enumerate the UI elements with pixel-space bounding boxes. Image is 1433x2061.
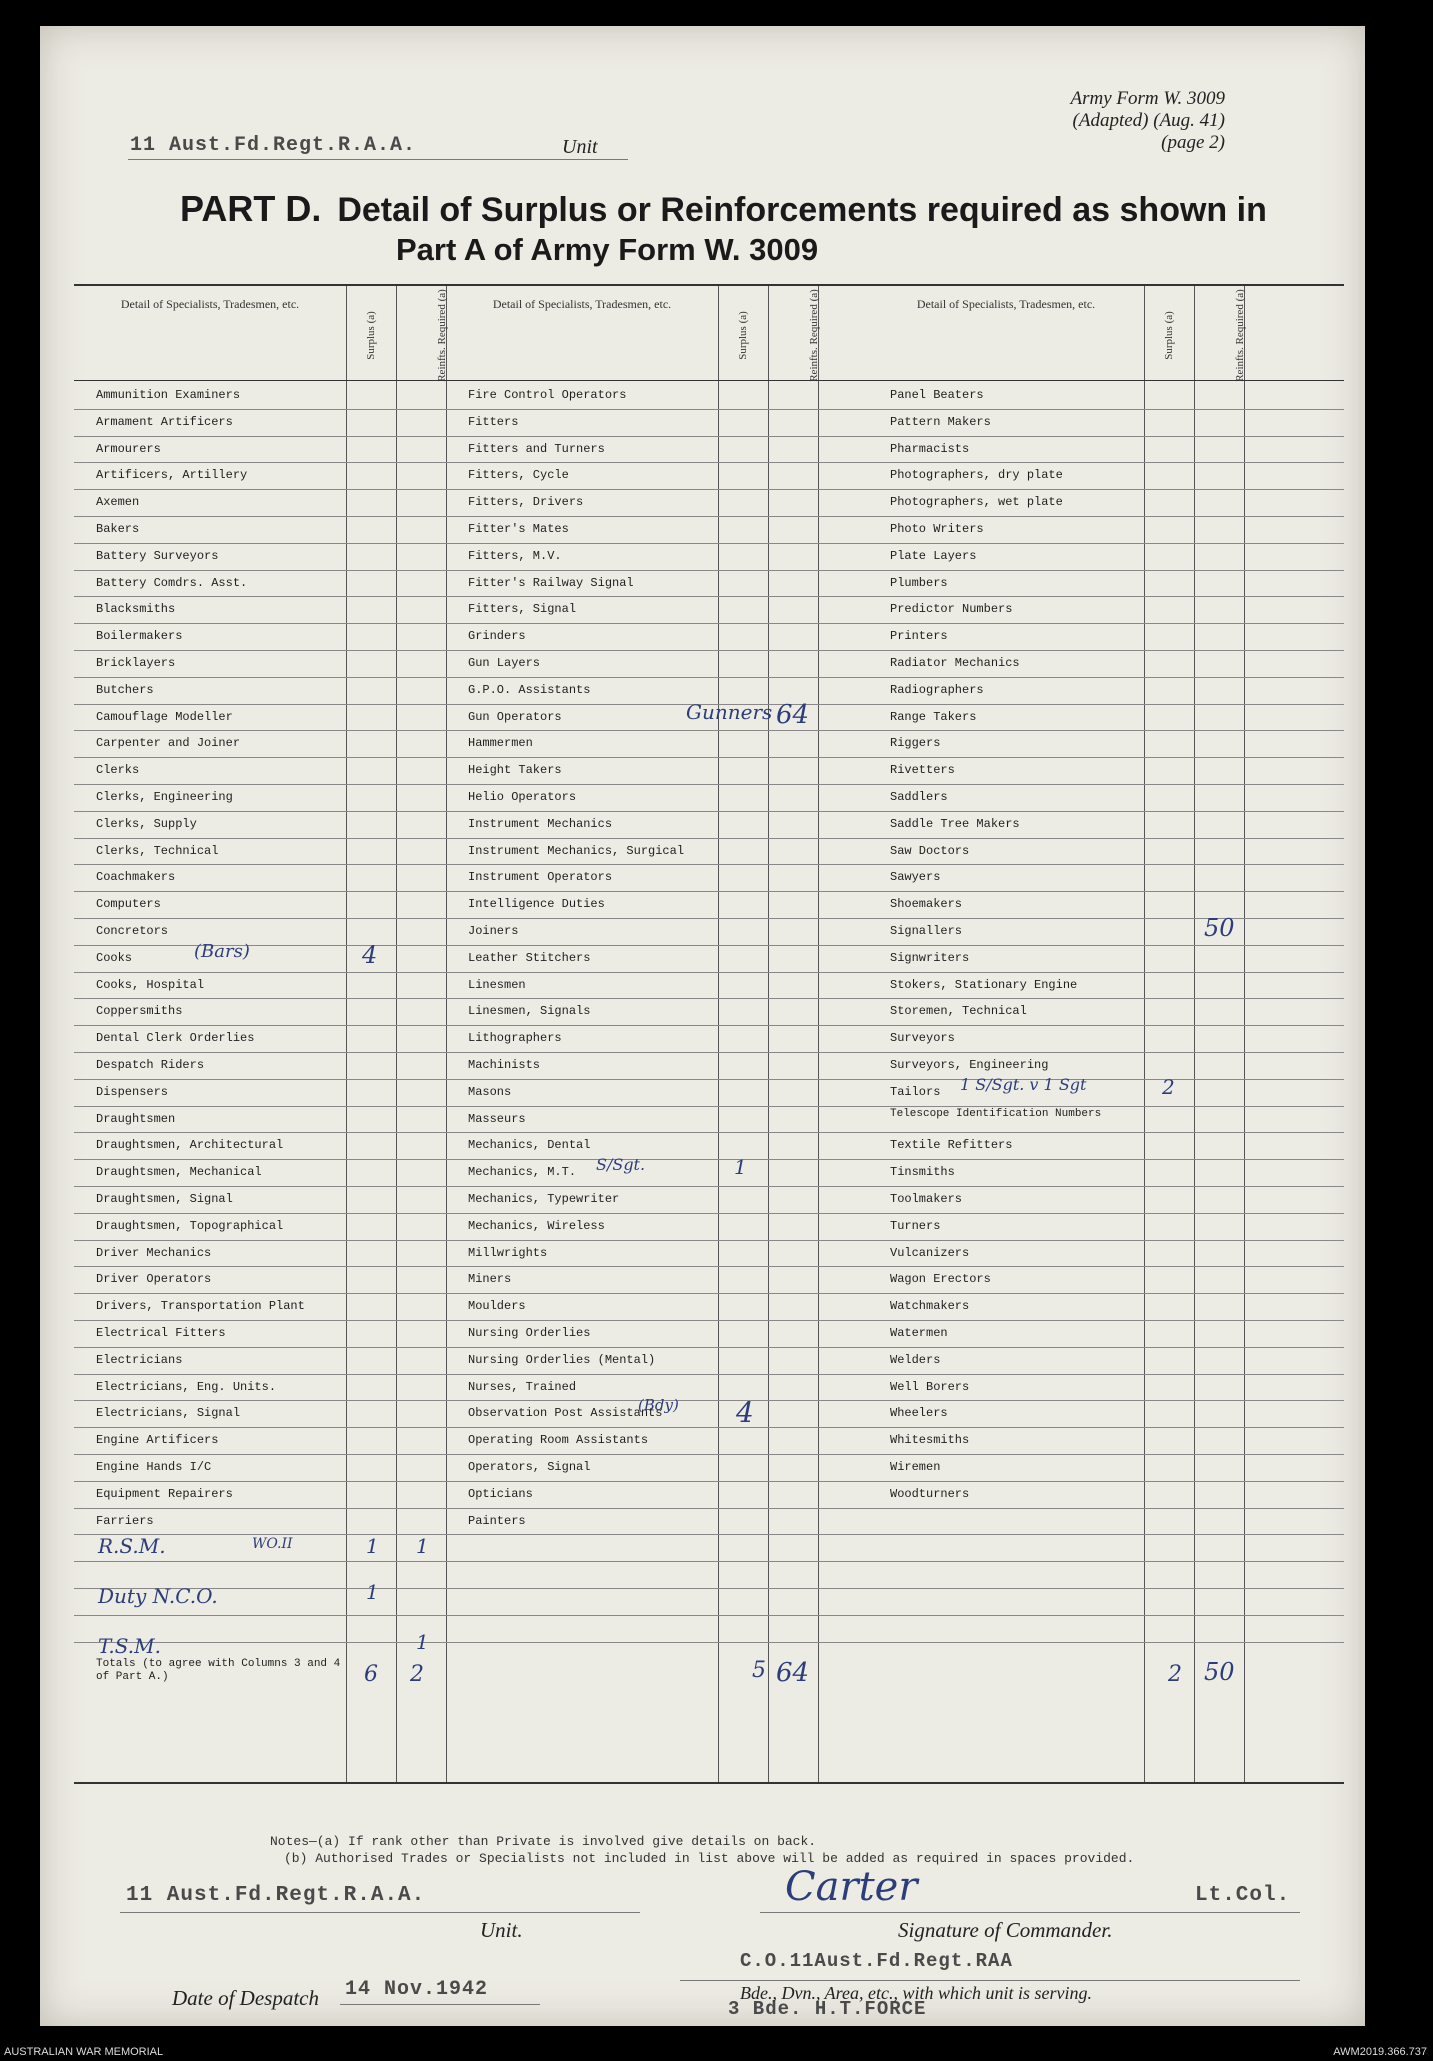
table-row-label: Textile Refitters bbox=[890, 1138, 1013, 1153]
unit-label-top: Unit bbox=[562, 136, 598, 158]
note-a: Notes—(a) If rank other than Private is involved give details on back. bbox=[270, 1834, 817, 1849]
table-row-label: Fitter's Railway Signal bbox=[468, 575, 634, 590]
table-row-label: Riggers bbox=[890, 736, 941, 751]
table-row-label: Signwriters bbox=[890, 950, 970, 965]
specialists-table bbox=[74, 284, 1344, 1784]
table-row-label: Welders bbox=[890, 1352, 941, 1367]
title-line-1 bbox=[180, 188, 1267, 230]
table-row-label: Watermen bbox=[890, 1326, 948, 1340]
hw-obs-note: (Bdy) bbox=[638, 1396, 679, 1415]
table-row-label: Armament Artificers bbox=[96, 414, 233, 429]
table-row-label: Draughtsmen, Signal bbox=[96, 1192, 233, 1206]
form-sheet bbox=[40, 26, 1365, 2026]
table-row-rule bbox=[74, 1615, 1344, 1616]
table-row-label: Radiographers bbox=[890, 682, 984, 697]
total-col1-surplus: 6 bbox=[364, 1661, 378, 1687]
hw-tailors-surplus: 2 bbox=[1162, 1074, 1175, 1099]
table-row-rule bbox=[74, 489, 1344, 490]
table-row-label: Artificers, Artillery bbox=[96, 468, 248, 483]
hw-extra1-surplus: 1 bbox=[366, 1534, 379, 1559]
table-row-rule bbox=[74, 1240, 1344, 1241]
bde-typed: 3 Bde. H.T.FORCE bbox=[728, 1998, 927, 2020]
table-row-label: Coppersmiths bbox=[96, 1004, 183, 1019]
table-row-label: Carpenter and Joiner bbox=[96, 736, 241, 751]
commander-signature: Carter bbox=[785, 1864, 918, 1910]
table-row-label: Hammermen bbox=[468, 736, 533, 751]
table-column-rule bbox=[818, 286, 819, 1782]
total-col3-surplus: 2 bbox=[1168, 1661, 1182, 1687]
header-surplus-cell bbox=[346, 296, 396, 376]
table-row-label: Engine Artificers bbox=[96, 1433, 219, 1448]
table-row-label: Boilermakers bbox=[96, 629, 183, 644]
table-row-rule bbox=[74, 1079, 1344, 1080]
hw-obs-surplus: 4 bbox=[736, 1396, 754, 1430]
table-column-rule bbox=[396, 286, 397, 1782]
table-row-rule bbox=[74, 516, 1344, 517]
table-row-rule bbox=[74, 1186, 1344, 1187]
table-row-label: Saddle Tree Makers bbox=[890, 816, 1020, 831]
table-row-label: Joiners bbox=[468, 924, 519, 938]
signature-rule bbox=[760, 1912, 1300, 1913]
header-detail: Detail of Specialists, Tradesmen, etc. bbox=[120, 297, 300, 311]
table-row-label: Pattern Makers bbox=[890, 414, 991, 429]
table-row-label: Printers bbox=[890, 629, 948, 644]
hw-cooks-note: (Bars) bbox=[194, 940, 250, 962]
table-row-label: Clerks bbox=[96, 763, 140, 778]
table-row-label: Mechanics, Typewriter bbox=[468, 1192, 620, 1206]
table-row-label: Intelligence Duties bbox=[468, 897, 605, 912]
table-row-label: Wheelers bbox=[890, 1406, 948, 1421]
table-row-rule bbox=[74, 730, 1344, 731]
totals-label: Totals (to agree with Columns 3 and 4 of Part A.) bbox=[96, 1657, 341, 1683]
header-surplus: Surplus (a) bbox=[364, 311, 377, 360]
table-row-rule bbox=[74, 918, 1344, 919]
header-detail: Detail of Specialists, Tradesmen, etc. bbox=[916, 297, 1096, 311]
table-row-label: Nursing Orderlies bbox=[468, 1326, 591, 1340]
table-row-rule bbox=[74, 998, 1344, 999]
table-row-label: Despatch Riders bbox=[96, 1058, 205, 1072]
table-row-label: Leather Stitchers bbox=[468, 950, 591, 965]
table-row-label: Plumbers bbox=[890, 575, 948, 590]
table-row-rule bbox=[74, 1106, 1344, 1107]
table-row-label: Electricians bbox=[96, 1352, 183, 1367]
table-row-label: Observation Post Assistants bbox=[468, 1406, 663, 1421]
table-row-label: Saddlers bbox=[890, 790, 948, 804]
table-row-label: Coachmakers bbox=[96, 870, 176, 885]
table-row-rule bbox=[74, 1320, 1344, 1321]
table-row-label: Machinists bbox=[468, 1058, 541, 1072]
table-row-label: Clerks, Supply bbox=[96, 816, 197, 831]
table-row-rule bbox=[74, 1374, 1344, 1375]
table-row-label: Watchmakers bbox=[890, 1299, 970, 1314]
date-rule bbox=[340, 2004, 540, 2005]
table-row-label: Nurses, Trained bbox=[468, 1379, 577, 1394]
table-row-label: Wagon Erectors bbox=[890, 1272, 991, 1287]
table-row-rule bbox=[74, 570, 1344, 571]
hw-extra3-label: T.S.M. bbox=[98, 1633, 161, 1658]
table-row-rule bbox=[74, 1347, 1344, 1348]
table-row-label: Electricians, Eng. Units. bbox=[96, 1379, 277, 1394]
table-row-label: Blacksmiths bbox=[96, 602, 176, 617]
unit-rule bbox=[128, 159, 628, 160]
table-column-rule bbox=[768, 286, 769, 1782]
table-row-label: Height Takers bbox=[468, 763, 562, 778]
table-row-label: Fitters, M.V. bbox=[468, 548, 562, 563]
table-row-label: Linesmen bbox=[468, 977, 526, 992]
table-column-rule bbox=[1244, 286, 1245, 1782]
table-row-label: Storemen, Technical bbox=[890, 1004, 1027, 1019]
table-row-label: Helio Operators bbox=[468, 790, 577, 804]
total-col1-reinf: 2 bbox=[410, 1661, 424, 1687]
notes bbox=[270, 1833, 1134, 1867]
hw-mech-note: S/Sgt. bbox=[596, 1155, 646, 1175]
hw-signallers-reinf: 50 bbox=[1204, 914, 1235, 942]
table-row-label: Dental Clerk Orderlies bbox=[96, 1031, 255, 1046]
form-page: (page 2) bbox=[1161, 132, 1225, 153]
table-row-label: Fitters bbox=[468, 414, 519, 429]
table-row-label: Vulcanizers bbox=[890, 1245, 970, 1260]
table-row-label: Moulders bbox=[468, 1299, 526, 1314]
table-row-label: Camouflage Modeller bbox=[96, 709, 233, 724]
date-label: Date of Despatch bbox=[172, 1986, 319, 2010]
table-row-rule bbox=[74, 1454, 1344, 1455]
table-row-rule bbox=[74, 677, 1344, 678]
header-reinfts: Reinfts. Required (a) bbox=[1233, 289, 1246, 382]
table-column-rule bbox=[1194, 286, 1195, 1782]
hw-tailors-note: 1 S/Sgt. v 1 Sgt bbox=[960, 1074, 1087, 1094]
table-row-label: Instrument Operators bbox=[468, 870, 613, 885]
table-row-label: Drivers, Transportation Plant bbox=[96, 1299, 305, 1314]
table-row-rule bbox=[74, 462, 1344, 463]
header-reinfts-cell bbox=[768, 289, 820, 382]
commander-rank: Lt.Col. bbox=[1195, 1884, 1291, 1907]
unit-footer-label: Unit. bbox=[480, 1918, 523, 1942]
table-row-label: Cooks bbox=[96, 950, 133, 965]
header-reinfts: Reinfts. Required (a) bbox=[435, 289, 448, 382]
table-row-rule bbox=[74, 543, 1344, 544]
table-row-rule bbox=[74, 1266, 1344, 1267]
table-row-rule bbox=[74, 650, 1344, 651]
table-row-rule bbox=[74, 1561, 1344, 1562]
date-typed: 14 Nov.1942 bbox=[345, 1978, 489, 2001]
header-surplus: Surplus (a) bbox=[736, 311, 749, 360]
header-rule bbox=[74, 380, 1344, 381]
table-row-label: Mechanics, Dental bbox=[468, 1138, 591, 1153]
table-row-label: Pharmacists bbox=[890, 441, 970, 456]
table-row-rule bbox=[74, 1025, 1344, 1026]
table-row-label: Clerks, Technical bbox=[96, 843, 219, 858]
table-row-label: Farriers bbox=[96, 1513, 154, 1528]
table-row-label: Woodturners bbox=[890, 1486, 970, 1501]
table-row-label: Grinders bbox=[468, 629, 526, 644]
table-row-rule bbox=[74, 409, 1344, 410]
table-row-label: Battery Surveyors bbox=[96, 548, 219, 563]
table-column-rule bbox=[1144, 286, 1145, 1782]
table-row-label: Masons bbox=[468, 1084, 512, 1099]
hw-extra1-reinf: 1 bbox=[416, 1534, 429, 1559]
table-column-rule bbox=[346, 286, 347, 1782]
table-row-label: Draughtsmen, Topographical bbox=[96, 1218, 284, 1233]
table-row-rule bbox=[74, 596, 1344, 597]
table-row-label: Axemen bbox=[96, 495, 140, 510]
table-row-label: Operating Room Assistants bbox=[468, 1433, 649, 1448]
table-row-label: Bricklayers bbox=[96, 656, 176, 670]
table-row-label: Well Borers bbox=[890, 1379, 970, 1394]
table-row-label: Armourers bbox=[96, 441, 161, 456]
archive-id: AWM2019.366.737 bbox=[1333, 2046, 1427, 2058]
table-row-label: Fitters and Turners bbox=[468, 441, 605, 456]
signature-label: Signature of Commander. bbox=[898, 1918, 1113, 1942]
table-row-rule bbox=[74, 1588, 1344, 1589]
total-col3-reinf: 50 bbox=[1204, 1657, 1235, 1686]
table-row-label: Plate Layers bbox=[890, 548, 977, 563]
unit-typed-top: 11 Aust.Fd.Regt.R.A.A. bbox=[130, 134, 417, 157]
table-row-label: Fitters, Signal bbox=[468, 602, 577, 617]
hw-extra1-note: WO.II bbox=[252, 1536, 293, 1553]
table-row-rule bbox=[74, 864, 1344, 865]
table-row-label: Clerks, Engineering bbox=[96, 790, 233, 804]
table-row-label: Mechanics, M.T. bbox=[468, 1165, 577, 1180]
table-row-label: Engine Hands I/C bbox=[96, 1460, 212, 1474]
table-row-rule bbox=[74, 838, 1344, 839]
table-row-label: Fitters, Drivers bbox=[468, 495, 584, 510]
header-reinfts-cell bbox=[396, 289, 448, 382]
table-row-label: Millwrights bbox=[468, 1245, 548, 1260]
hw-gunners: Gunners bbox=[686, 699, 773, 724]
table-row-label: Rivetters bbox=[890, 763, 955, 778]
table-row-label: Linesmen, Signals bbox=[468, 1004, 591, 1019]
table-row-label: Lithographers bbox=[468, 1031, 562, 1046]
hw-extra2-surplus: 1 bbox=[366, 1580, 379, 1604]
table-row-label: Computers bbox=[96, 897, 161, 912]
table-row-rule bbox=[74, 1213, 1344, 1214]
table-row-label: Driver Mechanics bbox=[96, 1245, 212, 1260]
form-adapted: (Adapted) (Aug. 41) bbox=[1072, 110, 1225, 131]
table-row-label: Equipment Repairers bbox=[96, 1486, 233, 1501]
hw-extra2-label: Duty N.C.O. bbox=[98, 1584, 218, 1608]
header-surplus: Surplus (a) bbox=[1162, 311, 1175, 360]
table-row-label: Surveyors bbox=[890, 1031, 955, 1046]
hw-gunners-reinf: 64 bbox=[776, 699, 810, 730]
table-row-label: Predictor Numbers bbox=[890, 602, 1013, 617]
table-row-rule bbox=[74, 945, 1344, 946]
title-line-2: Part A of Army Form W. 3009 bbox=[396, 232, 819, 267]
table-row-label: Fire Control Operators bbox=[468, 388, 627, 402]
total-col2-reinf: 64 bbox=[776, 1657, 810, 1688]
table-row-label: Draughtsmen bbox=[96, 1111, 176, 1126]
table-row-label: Instrument Mechanics bbox=[468, 816, 613, 831]
table-row-label: Painters bbox=[468, 1513, 526, 1528]
header-detail: Detail of Specialists, Tradesmen, etc. bbox=[492, 297, 672, 311]
table-row-label: Instrument Mechanics, Surgical bbox=[468, 843, 685, 858]
table-row-rule bbox=[74, 436, 1344, 437]
table-row-rule bbox=[74, 1508, 1344, 1509]
table-row-label: Saw Doctors bbox=[890, 843, 970, 858]
table-row-rule bbox=[74, 784, 1344, 785]
table-row-rule bbox=[74, 623, 1344, 624]
table-row-label: Toolmakers bbox=[890, 1192, 963, 1206]
table-row-label: Turners bbox=[890, 1218, 941, 1233]
table-row-label: Tailors bbox=[890, 1084, 941, 1099]
table-row-label: Stokers, Stationary Engine bbox=[890, 977, 1078, 992]
table-row-label: Photographers, dry plate bbox=[890, 468, 1063, 483]
table-row-rule bbox=[74, 891, 1344, 892]
table-row-label: Fitters, Cycle bbox=[468, 468, 569, 483]
table-row-label: Tinsmiths bbox=[890, 1165, 955, 1180]
table-column-rule bbox=[718, 286, 719, 1782]
table-row-label: Sawyers bbox=[890, 870, 941, 885]
title-text-1: Detail of Surplus or Reinforcements required as shown in bbox=[337, 191, 1267, 229]
table-row-label: Panel Beaters bbox=[890, 388, 984, 402]
table-row-label: Gun Operators bbox=[468, 709, 562, 724]
header-surplus-cell bbox=[1144, 296, 1194, 376]
table-row-label: Whitesmiths bbox=[890, 1433, 970, 1448]
title-part: PART D. bbox=[180, 188, 322, 229]
form-identifier bbox=[1071, 88, 1225, 154]
table-row-rule bbox=[74, 1132, 1344, 1133]
table-row-rule bbox=[74, 757, 1344, 758]
table-row-rule bbox=[74, 1427, 1344, 1428]
table-row-label: Butchers bbox=[96, 682, 154, 697]
unit-footer-rule bbox=[120, 1912, 640, 1913]
bde-label: Bde., Dvn., Area, etc., with which unit is serving. bbox=[740, 1983, 1092, 2003]
table-row-label: Signallers bbox=[890, 924, 963, 938]
table-row-label: Wiremen bbox=[890, 1460, 941, 1474]
table-row-label: Masseurs bbox=[468, 1111, 526, 1126]
table-row-label: Ammunition Examiners bbox=[96, 388, 241, 402]
note-b: (b) Authorised Trades or Specialists not included in list above will be added as required in spaces provided. bbox=[284, 1851, 1135, 1866]
table-row-label: Concretors bbox=[96, 924, 169, 938]
table-row-rule bbox=[74, 1481, 1344, 1482]
table-row-label: Operators, Signal bbox=[468, 1460, 591, 1474]
table-row-label: Shoemakers bbox=[890, 897, 963, 912]
header-reinfts: Reinfts. Required (a) bbox=[807, 289, 820, 382]
table-row-label: Gun Layers bbox=[468, 656, 541, 670]
table-row-label: Nursing Orderlies (Mental) bbox=[468, 1352, 656, 1367]
table-row-label: Draughtsmen, Architectural bbox=[96, 1138, 284, 1153]
table-row-label: Bakers bbox=[96, 522, 140, 536]
table-row-rule bbox=[74, 1293, 1344, 1294]
total-col2-surplus: 5 bbox=[752, 1657, 766, 1683]
table-row-label: Draughtsmen, Mechanical bbox=[96, 1165, 262, 1180]
table-row-rule bbox=[74, 1400, 1344, 1401]
table-row-label: Electrical Fitters bbox=[96, 1326, 226, 1340]
co-typed: C.O.11Aust.Fd.Regt.RAA bbox=[740, 1950, 1013, 1972]
table-row-rule bbox=[74, 1642, 1344, 1643]
header-surplus-cell bbox=[718, 296, 768, 376]
table-row-rule bbox=[74, 1052, 1344, 1053]
hw-extra1-label: R.S.M. bbox=[98, 1534, 166, 1559]
table-row-label: Battery Comdrs. Asst. bbox=[96, 575, 248, 590]
table-row-label: Miners bbox=[468, 1272, 512, 1287]
table-row-label: G.P.O. Assistants bbox=[468, 682, 591, 697]
table-row-label: Photographers, wet plate bbox=[890, 495, 1063, 510]
table-row-label: Cooks, Hospital bbox=[96, 977, 205, 992]
table-row-rule bbox=[74, 1159, 1344, 1160]
hw-extra3-reinf: 1 bbox=[416, 1629, 429, 1654]
table-row-label: Fitter's Mates bbox=[468, 522, 569, 536]
table-row-rule bbox=[74, 972, 1344, 973]
table-row-label: Mechanics, Wireless bbox=[468, 1218, 605, 1233]
table-row-label: Radiator Mechanics bbox=[890, 656, 1020, 670]
table-row-label: Driver Operators bbox=[96, 1272, 212, 1287]
table-row-label: Range Takers bbox=[890, 709, 977, 724]
table-row-label: Electricians, Signal bbox=[96, 1406, 241, 1421]
table-row-label: Photo Writers bbox=[890, 522, 984, 536]
hw-mech-surplus: 1 bbox=[734, 1155, 747, 1180]
bde-rule bbox=[680, 1980, 1300, 1981]
unit-typed-footer: 11 Aust.Fd.Regt.R.A.A. bbox=[126, 1884, 426, 1907]
archive-credit: AUSTRALIAN WAR MEMORIAL bbox=[4, 2046, 164, 2058]
header-reinfts-cell bbox=[1194, 289, 1246, 382]
table-column-rule bbox=[446, 286, 447, 1782]
table-row-label: Opticians bbox=[468, 1486, 533, 1501]
table-row-rule bbox=[74, 811, 1344, 812]
table-row-label: Surveyors, Engineering bbox=[890, 1058, 1049, 1072]
table-row-rule bbox=[74, 1534, 1344, 1535]
table-row-label: Telescope Identification Numbers bbox=[890, 1107, 1102, 1120]
table-row-label: Dispensers bbox=[96, 1084, 169, 1099]
form-name: Army Form W. 3009 bbox=[1070, 88, 1225, 109]
hw-cooks-surplus: 4 bbox=[362, 940, 378, 969]
